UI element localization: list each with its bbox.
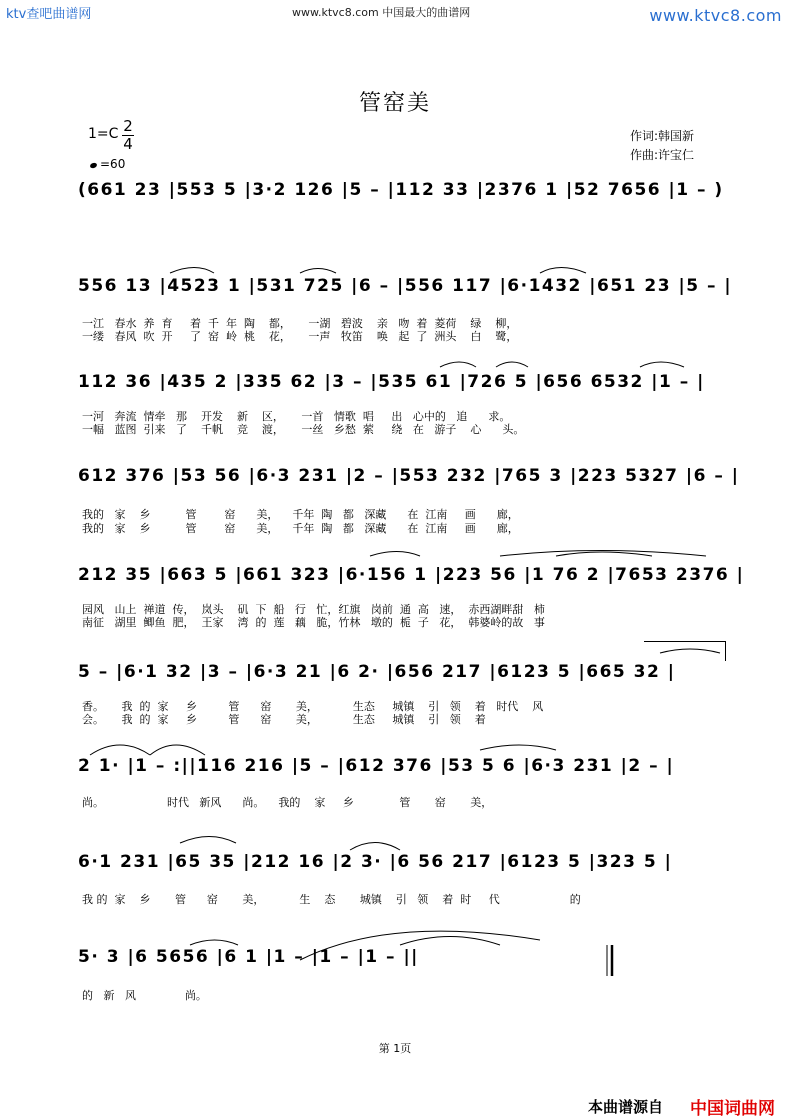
slur-5 xyxy=(496,362,528,367)
slur-4 xyxy=(440,362,476,367)
page-number: 第 1页 xyxy=(378,1042,412,1055)
slur-14 xyxy=(180,837,236,844)
slur-3 xyxy=(540,268,586,274)
score-row-7: 2 1· |1 – :||116 216 |5 – |612 376 |53 5 6 |6·3 231 |2 – | xyxy=(78,756,675,776)
lyrics-row-4-verse-1: 我的 家 乡 管 窑 美， 千年 陶 都 深藏 在 江南 画 廊， xyxy=(82,508,519,521)
slur-8 xyxy=(556,552,652,556)
lyrics-row-3-verse-2: 一幅 蓝图 引来 了 千帆 竞 渡， 一丝 乡愁 萦 绕 在 游子 心 头。 xyxy=(82,423,525,436)
score-row-3: 112 36 |435 2 |335 62 |3 – |535 61 |726 5 |656 6532 |1 – | xyxy=(78,372,705,392)
slur-18 xyxy=(400,937,500,946)
lyrics-row-2-verse-1: 一江 春水 养 育 着 千 年 陶 都， 一湖 碧波 亲 吻 着 菱荷 绿 柳， xyxy=(82,317,518,330)
song-title: 管窑美 xyxy=(358,91,431,116)
lyrics-row-6-verse-2: 会。 我 的 家 乡 管 窑 美， 生态 城镇 引 领 着 xyxy=(82,713,486,726)
source-site-link[interactable]: 中国词曲网 xyxy=(690,1099,775,1119)
source-label: 本曲谱源自 xyxy=(588,1098,664,1116)
score-row-8: 6·1 231 |65 35 |212 16 |2 3· |6 56 217 |6123 5 |323 5 | xyxy=(78,852,673,872)
slur-16 xyxy=(190,940,238,945)
lyrics-row-8: 我 的 家 乡 管 窑 美， 生 态 城镇 引 领 着 时 代 的 xyxy=(82,893,581,906)
lyricist-credit: 作词:韩国新 xyxy=(630,129,695,143)
slur-17 xyxy=(300,931,540,960)
score-row-1: (661 23 |553 5 |3·2 126 |5 – |112 33 |2376 1 |52 7656 |1 – ) xyxy=(78,180,724,200)
score-row-2: 556 13 |4523 1 |531 725 |6 – |556 117 |6·1432 |651 23 |5 – | xyxy=(78,276,733,296)
site-logo-left[interactable]: ktv查吧曲谱网 xyxy=(6,7,92,22)
time-signature-top: 2 xyxy=(123,117,133,135)
score-row-4: 612 376 |53 56 |6·3 231 |2 – |553 232 |765 3 |223 5327 |6 – | xyxy=(78,466,740,486)
score-row-5: 212 35 |663 5 |661 323 |6·156 1 |223 56 |1 76 2 |7653 2376 | xyxy=(78,565,745,585)
lyrics-row-3-verse-1: 一河 奔流 情牵 那 开发 新 区， 一首 情歌 唱 出 心中的 追 求。 xyxy=(82,410,511,423)
lyrics-row-5-verse-1: 园风 山上 禅道 传， 岚头 矶 下 船 行 忙，红旗 岗前 通 高 速， 赤西湖畔甜 柿 xyxy=(82,603,545,616)
lyrics-row-4-verse-2: 我的 家 乡 管 窑 美， 千年 陶 都 深藏 在 江南 画 廊， xyxy=(82,522,519,535)
lyrics-row-6-verse-1: 香。 我 的 家 乡 管 窑 美， 生态 城镇 引 领 着 时代 风 xyxy=(82,700,544,713)
slur-1 xyxy=(170,268,214,274)
slur-2 xyxy=(300,269,336,274)
slur-6 xyxy=(640,362,684,367)
slur-12 xyxy=(150,745,205,755)
slur-9 xyxy=(370,552,420,557)
lyrics-row-9: 的 新 风 尚。 xyxy=(82,989,207,1002)
slur-15 xyxy=(350,843,400,851)
slur-13 xyxy=(480,745,556,750)
score-row-9: 5· 3 |6 5656 |6 1 |1 – |1 – |1 – || xyxy=(78,947,419,967)
slur-7 xyxy=(500,551,706,557)
tempo-value: =60 xyxy=(100,157,126,171)
site-logo-right[interactable]: www.ktvc8.com xyxy=(649,6,782,25)
composer-credit: 作曲:许宝仁 xyxy=(630,148,695,162)
score-row-6: 5 – |6·1 32 |3 – |6·3 21 |6 2· |656 217 |6123 5 |665 32 | xyxy=(78,662,676,682)
slur-11 xyxy=(90,745,150,755)
lyrics-row-7: 尚。 时代 新风 尚。 我的 家 乡 管 窑 美， xyxy=(82,796,493,809)
site-tagline: www.ktvc8.com 中国最大的曲谱网 xyxy=(292,6,471,19)
slur-10 xyxy=(660,649,720,653)
key-signature: 1=C xyxy=(88,126,119,142)
lyrics-row-2-verse-2: 一缕 春风 吹 开 了 窑 岭 桃 花， 一声 牧笛 唤 起 了 洲头 白 鹭， xyxy=(82,330,518,343)
lyrics-row-5-verse-2: 南征 湖里 鲫鱼 肥， 王家 湾 的 莲 藕 脆，竹林 墩的 栀 子 花， 韩婆岭的故 事 xyxy=(82,616,545,629)
time-signature-bottom: 4 xyxy=(123,135,133,153)
